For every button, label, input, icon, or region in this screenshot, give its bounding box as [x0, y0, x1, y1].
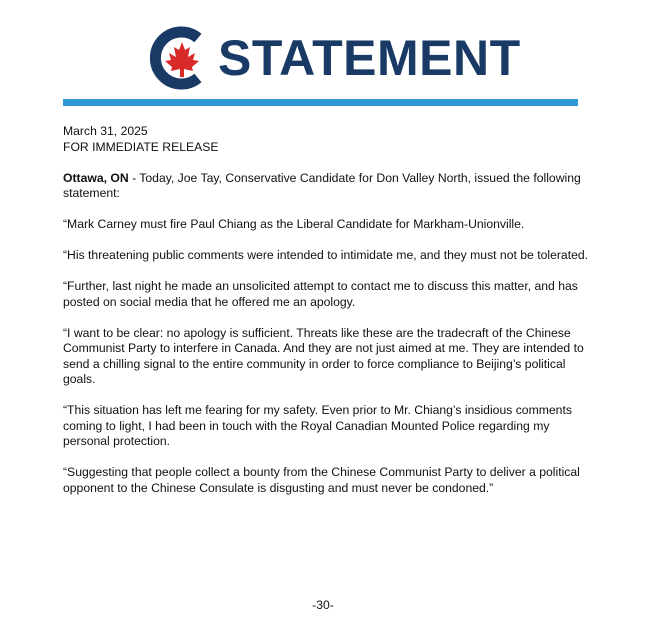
paragraph-1: “Mark Carney must fire Paul Chiang as the Liberal Candidate for Markham-Unionville.	[63, 217, 525, 231]
release-date: March 31, 2025	[63, 124, 148, 138]
logo-wordmark: STATEMENT	[218, 30, 521, 86]
intro-text: - Today, Joe Tay, Conservative Candidate for Don Valley North, issued the following statement:	[63, 170, 581, 200]
intro-paragraph	[63, 171, 593, 202]
header-divider	[63, 99, 578, 106]
dateline: Ottawa, ON	[63, 170, 129, 185]
release-label: FOR IMMEDIATE RELEASE	[63, 139, 219, 154]
header	[0, 0, 646, 110]
paragraph-6: “Suggesting that people collect a bounty from the Chinese Communist Party to deliver a political opponent to the Chinese Consulate is disgusting and must never be condoned.”	[63, 465, 580, 495]
conservative-c-maple-leaf-icon	[150, 26, 214, 90]
statement-body	[63, 124, 593, 496]
paragraph-5: “This situation has left me fearing for my safety. Even prior to Mr. Chiang’s insidious comments coming to light, I had been in touch with the Royal Canadian Mounted Police regarding my personal protection.	[63, 403, 572, 448]
paragraph-2: “His threatening public comments were intended to intimidate me, and they must not be tolerated.	[63, 248, 589, 262]
paragraph-3: “Further, last night he made an unsolicited attempt to contact me to discuss this matter, and has posted on social media that he offered me an apology.	[63, 279, 578, 309]
end-mark: -30-	[312, 598, 334, 612]
paragraph-4: “I want to be clear: no apology is sufficient. Threats like these are the tradecraft of the Chinese Communist Party to interfere in Canada. And they are not just aimed at me. They are intended to send a chilling signal to the entire community in order to force compliance to Beijing’s political goals.	[63, 325, 584, 386]
